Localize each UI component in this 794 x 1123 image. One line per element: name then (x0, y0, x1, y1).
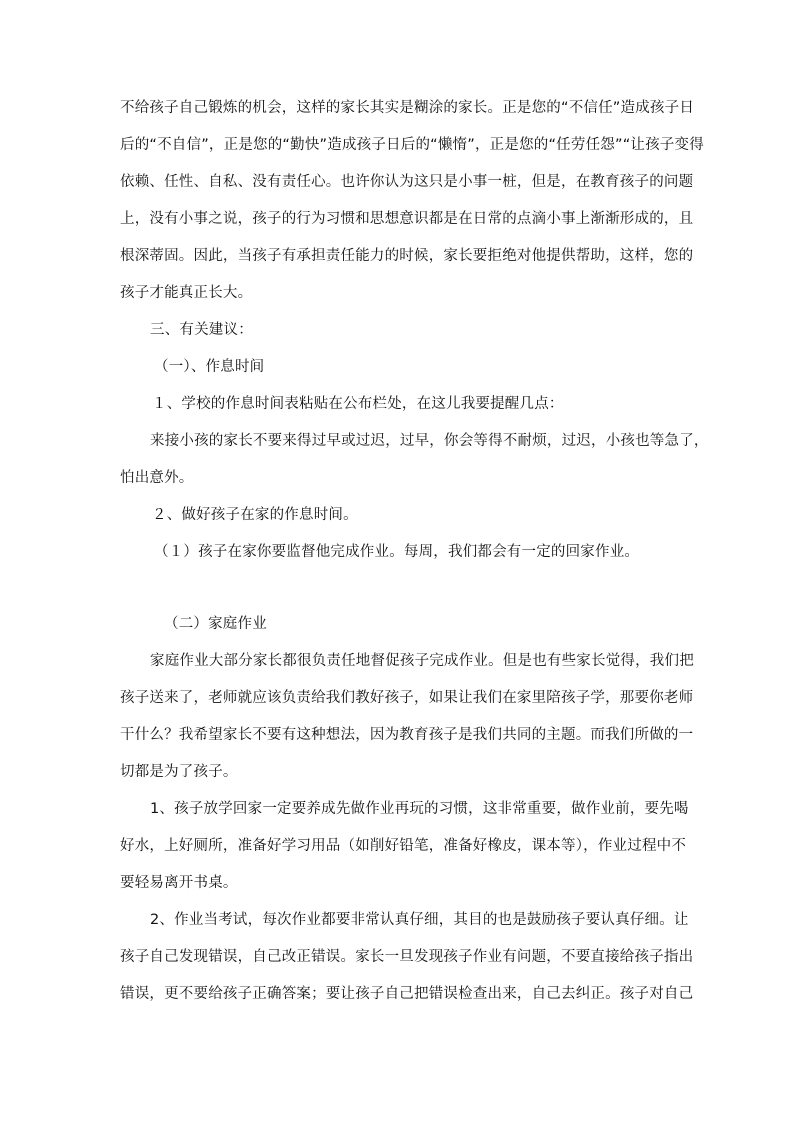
body-line: 切都是为了孩子。 (120, 764, 238, 780)
body-line: 上，没有小事之说，孩子的行为习惯和思想意识都是在日常的点滴小事上渐渐形成的，且 (120, 211, 694, 227)
section-heading: 三、有关建议： (150, 322, 253, 338)
body-line: 好水，上好厕所，准备好学习用品（如削好铅笔，准备好橡皮，课本等），作业过程中不 (120, 838, 687, 854)
body-line: 后的“不自信”，正是您的“勤快”造成孩子日后的“懒惰”，正是您的“任劳任怨”“让孩子变得 (120, 137, 704, 153)
numbered-item: （１）孩子在家你要监督他完成作业。每周，我们都会有一定的回家作业。 (154, 544, 640, 560)
subsection-heading: （二）家庭作业 (164, 616, 267, 632)
body-line: 孩子送来了，老师就应该负责给我们教好孩子，如果让我们在家里陪孩子学，那要你老师 (120, 690, 694, 706)
body-line: 要轻易离开书桌。 (120, 875, 238, 891)
body-line: 根深蒂固。因此，当孩子有承担责任能力的时候，家长要拒绝对他提供帮助，这样，您的 (120, 248, 694, 264)
body-line: 孩子才能真正长大。 (120, 285, 253, 301)
document-body (120, 98, 709, 1004)
body-line: 依赖、任性、自私、没有责任心。也许你认为这只是小事一桩，但是，在教育孩子的问题 (120, 174, 694, 190)
body-line: 不给孩子自己锻炼的机会，这样的家长其实是糊涂的家长。正是您的“不信任”造成孩子日 (120, 100, 695, 116)
body-line: 干什么？我希望家长不要有这种想法，因为教育孩子是我们共同的主题。而我们所做的一 (120, 727, 694, 743)
numbered-item: １、学校的作息时间表粘贴在公布栏处，在这儿我要提醒几点： (152, 396, 564, 412)
numbered-item: 1、孩子放学回家一定要养成先做作业再玩的习惯，这非常重要，做作业前，要先喝 (150, 801, 689, 817)
body-line: 错误，更不要给孩子正确答案；要让孩子自己把错误检查出来，自己去纠正。孩子对自己 (120, 986, 694, 1002)
body-line: 怕出意外。 (120, 470, 194, 486)
numbered-item: 2、作业当考试，每次作业都要非常认真仔细，其目的也是鼓励孩子要认真仔细。让 (150, 912, 689, 928)
numbered-item: ２、做好孩子在家的作息时间。 (152, 507, 358, 523)
subsection-heading: （一）、作息时间 (154, 359, 265, 375)
body-line: 来接小孩的家长不要来得过早或过迟，过早，你会等得不耐烦，过迟，小孩也等急了， (150, 433, 709, 449)
body-line: 孩子自己发现错误，自己改正错误。家长一旦发现孩子作业有问题，不要直接给孩子指出 (120, 949, 694, 965)
body-line: 家庭作业大部分家长都很负责任地督促孩子完成作业。但是也有些家长觉得，我们把 (150, 653, 694, 669)
